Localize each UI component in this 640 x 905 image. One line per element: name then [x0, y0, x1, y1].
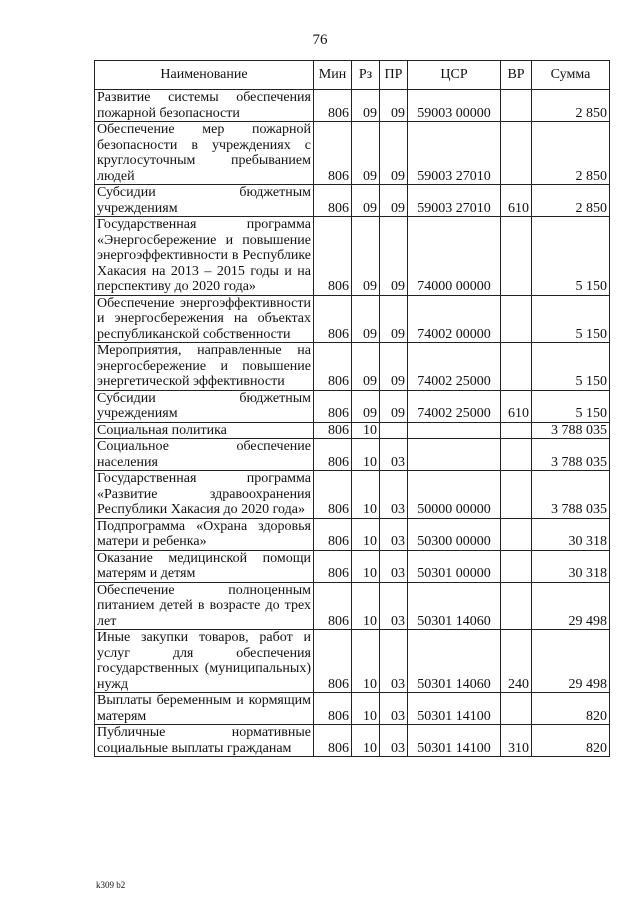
- cell-min: 806: [314, 217, 352, 296]
- cell-min: 806: [314, 630, 352, 693]
- table-row: [95, 90, 610, 122]
- cell-csr: 59003 00000: [408, 90, 501, 122]
- cell-sum: 3 788 035: [532, 471, 610, 519]
- cell-name: Государственная программа «Развитие здравоохранения Республики Хакасия до 2020 года»: [95, 471, 314, 519]
- cell-vr: 610: [501, 390, 532, 422]
- cell-vr: [501, 550, 532, 582]
- cell-min: 806: [314, 422, 352, 439]
- cell-min: 806: [314, 725, 352, 757]
- cell-vr: [501, 90, 532, 122]
- cell-min: 806: [314, 185, 352, 217]
- cell-rz: 10: [352, 693, 380, 725]
- table-row: [95, 343, 610, 391]
- cell-min: 806: [314, 343, 352, 391]
- cell-vr: 240: [501, 630, 532, 693]
- cell-name: Субсидии бюджетным учреждениям: [95, 185, 314, 217]
- cell-rz: 10: [352, 422, 380, 439]
- cell-sum: 820: [532, 693, 610, 725]
- cell-csr: 74000 00000: [408, 217, 501, 296]
- cell-name: Выплаты беременным и кормящим матерям: [95, 693, 314, 725]
- cell-name: Обеспечение мер пожарной безопасности в учреждениях с круглосуточным пребыванием людей: [95, 122, 314, 185]
- page-number: 76: [312, 32, 328, 48]
- cell-pr: 03: [380, 471, 408, 519]
- cell-name: Обеспечение энергоэффективности и энергосбережения на объектах республиканской собственности: [95, 295, 314, 343]
- cell-rz: 09: [352, 343, 380, 391]
- cell-csr: 59003 27010: [408, 122, 501, 185]
- table-row: [95, 582, 610, 630]
- cell-min: 806: [314, 582, 352, 630]
- cell-pr: 03: [380, 439, 408, 471]
- cell-name: Развитие системы обеспечения пожарной безопасности: [95, 90, 314, 122]
- cell-name: Иные закупки товаров, работ и услуг для обеспечения государственных (муниципальных) нужд: [95, 630, 314, 693]
- cell-rz: 10: [352, 471, 380, 519]
- table-row: [95, 122, 610, 185]
- cell-pr: 09: [380, 185, 408, 217]
- table-row: [95, 439, 610, 471]
- cell-name: Субсидии бюджетным учреждениям: [95, 390, 314, 422]
- cell-sum: 2 850: [532, 90, 610, 122]
- table-row: [95, 630, 610, 693]
- cell-sum: 5 150: [532, 295, 610, 343]
- cell-sum: 2 850: [532, 185, 610, 217]
- cell-pr: 03: [380, 693, 408, 725]
- cell-csr: 74002 25000: [408, 390, 501, 422]
- cell-min: 806: [314, 518, 352, 550]
- header-name: Наименование: [95, 61, 314, 90]
- cell-rz: 09: [352, 122, 380, 185]
- header-pr: ПР: [380, 61, 408, 90]
- cell-min: 806: [314, 550, 352, 582]
- cell-vr: [501, 217, 532, 296]
- header-csr: ЦСР: [408, 61, 501, 90]
- table-row: [95, 471, 610, 519]
- cell-csr: 50301 00000: [408, 550, 501, 582]
- cell-rz: 10: [352, 518, 380, 550]
- cell-rz: 09: [352, 390, 380, 422]
- cell-sum: 30 318: [532, 550, 610, 582]
- header-vr: ВР: [501, 61, 532, 90]
- table-row: [95, 295, 610, 343]
- cell-pr: 03: [380, 582, 408, 630]
- cell-vr: [501, 518, 532, 550]
- cell-csr: [408, 422, 501, 439]
- cell-vr: [501, 122, 532, 185]
- cell-rz: 10: [352, 439, 380, 471]
- cell-rz: 09: [352, 90, 380, 122]
- cell-csr: 74002 25000: [408, 343, 501, 391]
- cell-min: 806: [314, 122, 352, 185]
- cell-pr: 09: [380, 390, 408, 422]
- cell-vr: [501, 295, 532, 343]
- cell-sum: 30 318: [532, 518, 610, 550]
- cell-csr: 74002 00000: [408, 295, 501, 343]
- table-row: [95, 217, 610, 296]
- cell-pr: 03: [380, 725, 408, 757]
- cell-sum: 5 150: [532, 343, 610, 391]
- cell-rz: 09: [352, 185, 380, 217]
- cell-csr: [408, 439, 501, 471]
- cell-sum: 3 788 035: [532, 439, 610, 471]
- cell-vr: [501, 693, 532, 725]
- cell-sum: 5 150: [532, 217, 610, 296]
- cell-sum: 5 150: [532, 390, 610, 422]
- cell-name: Подпрограмма «Охрана здоровья матери и ребенка»: [95, 518, 314, 550]
- cell-vr: 310: [501, 725, 532, 757]
- cell-rz: 10: [352, 630, 380, 693]
- table-row: [95, 390, 610, 422]
- cell-vr: [501, 582, 532, 630]
- cell-sum: 29 498: [532, 630, 610, 693]
- cell-sum: 2 850: [532, 122, 610, 185]
- cell-pr: 09: [380, 217, 408, 296]
- table-body: [95, 90, 610, 757]
- cell-rz: 09: [352, 217, 380, 296]
- cell-pr: 03: [380, 550, 408, 582]
- budget-table: [94, 60, 610, 757]
- cell-vr: [501, 471, 532, 519]
- cell-vr: [501, 343, 532, 391]
- cell-sum: 3 788 035: [532, 422, 610, 439]
- cell-csr: 59003 27010: [408, 185, 501, 217]
- table-row: [95, 725, 610, 757]
- cell-pr: 03: [380, 518, 408, 550]
- cell-rz: 10: [352, 550, 380, 582]
- cell-name: Социальное обеспечение населения: [95, 439, 314, 471]
- cell-pr: 03: [380, 630, 408, 693]
- cell-vr: [501, 422, 532, 439]
- table-row: [95, 550, 610, 582]
- cell-rz: 09: [352, 295, 380, 343]
- cell-sum: 820: [532, 725, 610, 757]
- cell-pr: 09: [380, 295, 408, 343]
- cell-min: 806: [314, 439, 352, 471]
- cell-pr: 09: [380, 90, 408, 122]
- table-row: [95, 185, 610, 217]
- cell-name: Оказание медицинской помощи матерям и детям: [95, 550, 314, 582]
- table-row: [95, 518, 610, 550]
- cell-min: 806: [314, 693, 352, 725]
- footer-code: k309 b2: [96, 880, 126, 890]
- cell-pr: 09: [380, 343, 408, 391]
- cell-vr: [501, 439, 532, 471]
- cell-min: 806: [314, 390, 352, 422]
- cell-min: 806: [314, 295, 352, 343]
- cell-rz: 10: [352, 725, 380, 757]
- cell-pr: 09: [380, 122, 408, 185]
- cell-csr: 50301 14060: [408, 582, 501, 630]
- cell-csr: 50301 14060: [408, 630, 501, 693]
- cell-rz: 10: [352, 582, 380, 630]
- table-header-row: [95, 61, 610, 90]
- cell-min: 806: [314, 471, 352, 519]
- cell-vr: 610: [501, 185, 532, 217]
- cell-name: Государственная программа «Энергосбережение и повышение энергоэффективности в Республике Хакасия на 2013 – 2015 годы и на перспективу до 2020 года»: [95, 217, 314, 296]
- cell-csr: 50000 00000: [408, 471, 501, 519]
- cell-min: 806: [314, 90, 352, 122]
- header-rz: Рз: [352, 61, 380, 90]
- cell-csr: 50301 14100: [408, 693, 501, 725]
- cell-name: Социальная политика: [95, 422, 314, 439]
- table-row: [95, 422, 610, 439]
- header-min: Мин: [314, 61, 352, 90]
- cell-name: Обеспечение полноценным питанием детей в возрасте до трех лет: [95, 582, 314, 630]
- cell-name: Публичные нормативные социальные выплаты гражданам: [95, 725, 314, 757]
- table-row: [95, 693, 610, 725]
- cell-csr: 50301 14100: [408, 725, 501, 757]
- cell-sum: 29 498: [532, 582, 610, 630]
- cell-pr: [380, 422, 408, 439]
- cell-csr: 50300 00000: [408, 518, 501, 550]
- cell-name: Мероприятия, направленные на энергосбережение и повышение энергетической эффективности: [95, 343, 314, 391]
- header-sum: Сумма: [532, 61, 610, 90]
